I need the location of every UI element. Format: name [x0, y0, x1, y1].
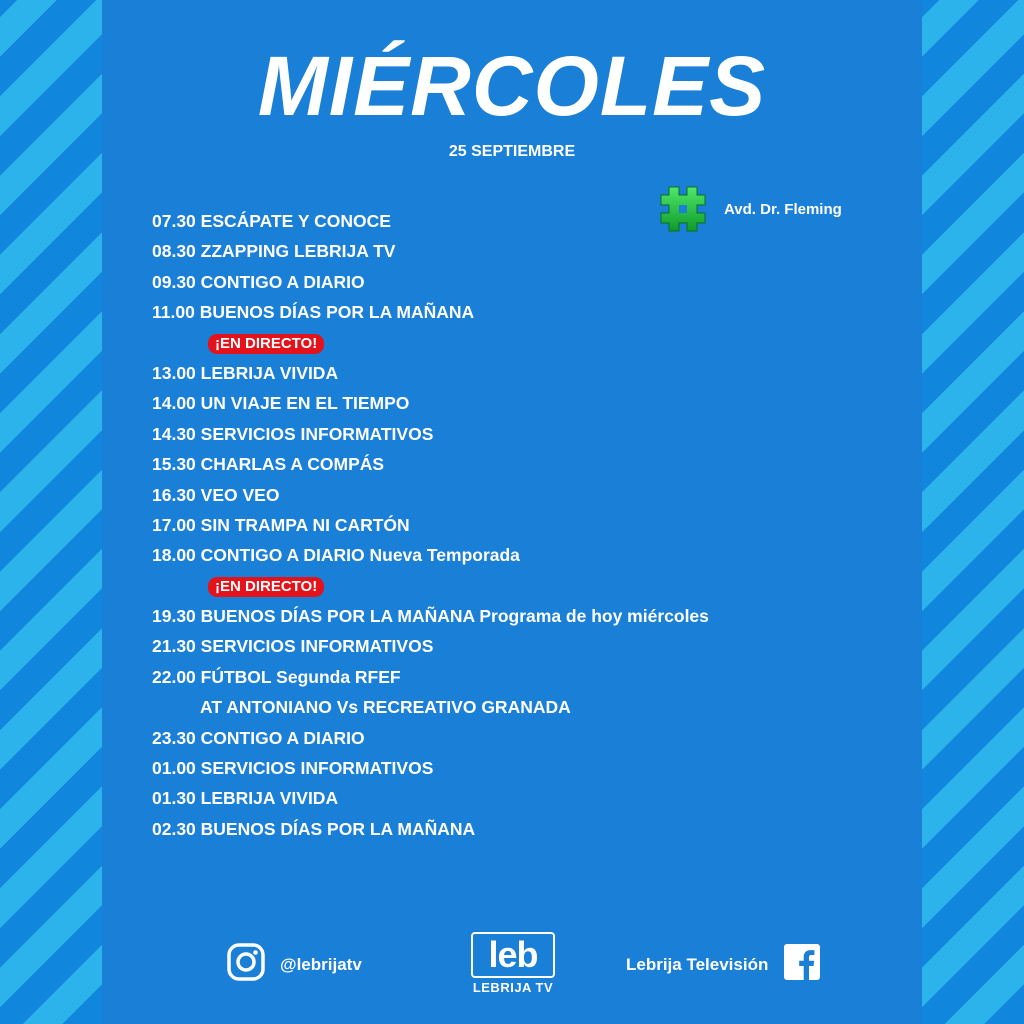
logo-name: LEBRIJA TV: [472, 980, 554, 995]
schedule-item: AT ANTONIANO Vs RECREATIVO GRANADA: [200, 697, 571, 718]
facebook-page-name: Lebrija Televisión: [626, 954, 769, 974]
schedule-item: 01.00 SERVICIOS INFORMATIVOS: [152, 758, 434, 779]
schedule-item: 07.30 ESCÁPATE Y CONOCE: [152, 211, 391, 231]
schedule-item: 14.00 UN VIAJE EN EL TIEMPO: [152, 393, 410, 414]
logo-mark: leb: [471, 932, 555, 978]
date-label: 25 SEPTIEMBRE: [448, 143, 576, 160]
schedule-item: 16.30 VEO VEO: [152, 484, 280, 505]
live-badge: ¡EN DIRECTO!: [208, 577, 324, 597]
schedule-item: 23.30 CONTIGO A DIARIO: [152, 727, 365, 748]
live-badge-row: [152, 328, 709, 358]
schedule-item: 13.00 LEBRIJA VIVIDA: [152, 362, 339, 383]
schedule-item: 02.30 BUENOS DÍAS POR LA MAÑANA: [152, 818, 476, 839]
schedule-item: 18.00 CONTIGO A DIARIO Nueva Temporada: [152, 545, 520, 566]
schedule-item: 17.00 SIN TRAMPA NI CARTÓN: [152, 514, 410, 535]
schedule-item: 09.30 CONTIGO A DIARIO: [152, 271, 365, 292]
schedule-item: 11.00 BUENOS DÍAS POR LA MAÑANA: [152, 302, 475, 323]
live-badge: ¡EN DIRECTO!: [208, 334, 324, 354]
schedule-item: 22.00 FÚTBOL Segunda RFEF: [152, 666, 401, 687]
lebrija-tv-logo: [470, 932, 556, 995]
schedule-list: [152, 206, 709, 844]
instagram-link[interactable]: [226, 942, 362, 987]
live-badge-row: [152, 571, 709, 601]
schedule-item: 08.30 ZZAPPING LEBRIJA TV: [152, 241, 396, 262]
schedule-item: 14.30 SERVICIOS INFORMATIVOS: [152, 423, 434, 444]
schedule-item: 01.30 LEBRIJA VIVIDA: [152, 788, 339, 809]
instagram-handle: @lebrijatv: [280, 954, 362, 974]
schedule-item: 21.30 SERVICIOS INFORMATIVOS: [152, 636, 434, 657]
day-title: MIÉRCOLES: [257, 39, 767, 133]
schedule-item: 19.30 BUENOS DÍAS POR LA MAÑANA Programa de hoy miércoles: [152, 606, 709, 627]
pharmacy-address: Avd. Dr. Fleming: [724, 200, 842, 218]
facebook-icon: [784, 944, 820, 985]
facebook-link[interactable]: [626, 944, 820, 985]
instagram-icon: [226, 942, 266, 987]
schedule-item: 15.30 CHARLAS A COMPÁS: [152, 454, 385, 475]
